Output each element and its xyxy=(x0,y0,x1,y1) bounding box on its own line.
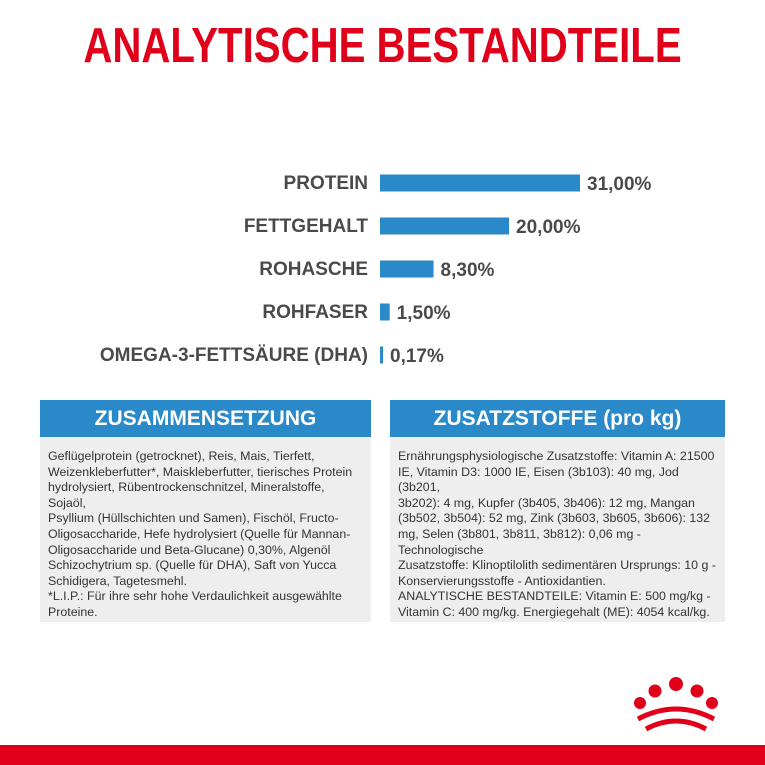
additives-line: (3b502, 3b504): 52 mg, Zink (3b603, 3b605, 3b606): 132 xyxy=(398,511,711,526)
value-label: 31,00% xyxy=(587,174,652,195)
category-label: PROTEIN xyxy=(283,173,368,194)
category-label: OMEGA-3-FETTSÄURE (DHA) xyxy=(99,345,368,366)
additives-line: ANALYTISCHE BESTANDTEILE: Vitamin E: 500 mg/kg - xyxy=(398,589,711,604)
composition-line: hydrolysiert, Rübentrockenschnitzel, Mineralstoffe, Sojaöl, xyxy=(48,480,325,510)
composition-line: Psyllium (Hüllschichten und Samen), Fischöl, Fructo- xyxy=(48,511,339,526)
composition-line: Geflügelprotein (getrocknet), Reis, Mais, Tierfett, xyxy=(48,449,315,463)
composition-line: Schidigera, Tagetesmehl. xyxy=(48,573,187,588)
category-label: ROHASCHE xyxy=(259,259,368,280)
value-label: 20,00% xyxy=(516,217,581,238)
page-title: ANALYTISCHE BESTANDTEILE xyxy=(83,19,682,73)
additives-line: Zusatzstoffe: Klinoptilolith sedimentären Ursprungs: 10 g - xyxy=(398,558,716,573)
additives-line: mg, Selen (3b801, 3b811, 3b812): 0,06 mg - Technologische xyxy=(398,526,641,557)
composition-text xyxy=(40,437,371,622)
additives-line: IE, Vitamin D3: 1000 IE, Eisen (3b103): 40 mg, Jod (3b201, xyxy=(398,464,679,495)
category-label: ROHFASER xyxy=(262,302,368,323)
composition-heading: ZUSAMMENSETZUNG xyxy=(40,400,371,437)
bar xyxy=(380,261,434,278)
composition-line: Schizochytrium sp. (Quelle für DHA), Saft von Yucca xyxy=(48,558,337,573)
additives-line: Konservierungsstoffe - Antioxidantien. xyxy=(398,573,606,588)
nutrient-bar-chart xyxy=(0,150,765,390)
bar xyxy=(380,175,580,192)
additives-line: Ernährungsphysiologische Zusatzstoffe: Vitamin A: 21500 xyxy=(398,449,715,463)
brand-footer-bar xyxy=(0,745,765,765)
additives-line: Vitamin C: 400 mg/kg. Energiegehalt (ME): 4054 kcal/kg. xyxy=(398,604,710,619)
bar xyxy=(380,304,390,321)
composition-line: Weizenkleberfutter*, Maiskleberfutter, tierisches Protein xyxy=(48,464,353,479)
additives-text xyxy=(390,437,725,622)
composition-line: Proteine. xyxy=(48,604,98,619)
royal-canin-crown-icon xyxy=(628,675,724,733)
composition-line: Oligosaccharide, Hefe hydrolysiert (Quelle für Mannan- xyxy=(48,526,351,541)
value-label: 8,30% xyxy=(440,260,495,281)
bar xyxy=(380,347,383,364)
value-label: 1,50% xyxy=(396,303,451,324)
composition-line: *L.I.P.: Für ihre sehr hohe Verdaulichkeit ausgewählte xyxy=(48,589,342,604)
bar xyxy=(380,218,509,235)
additives-line: 3b202): 4 mg, Kupfer (3b405, 3b406): 12 mg, Mangan xyxy=(398,495,695,510)
value-label: 0,17% xyxy=(390,346,444,367)
additives-heading: ZUSATZSTOFFE (pro kg) xyxy=(390,400,725,437)
composition-line: Oligosaccharide und Beta-Glucane) 0,30%, Algenöl xyxy=(48,542,331,557)
category-label: FETTGEHALT xyxy=(243,216,368,237)
